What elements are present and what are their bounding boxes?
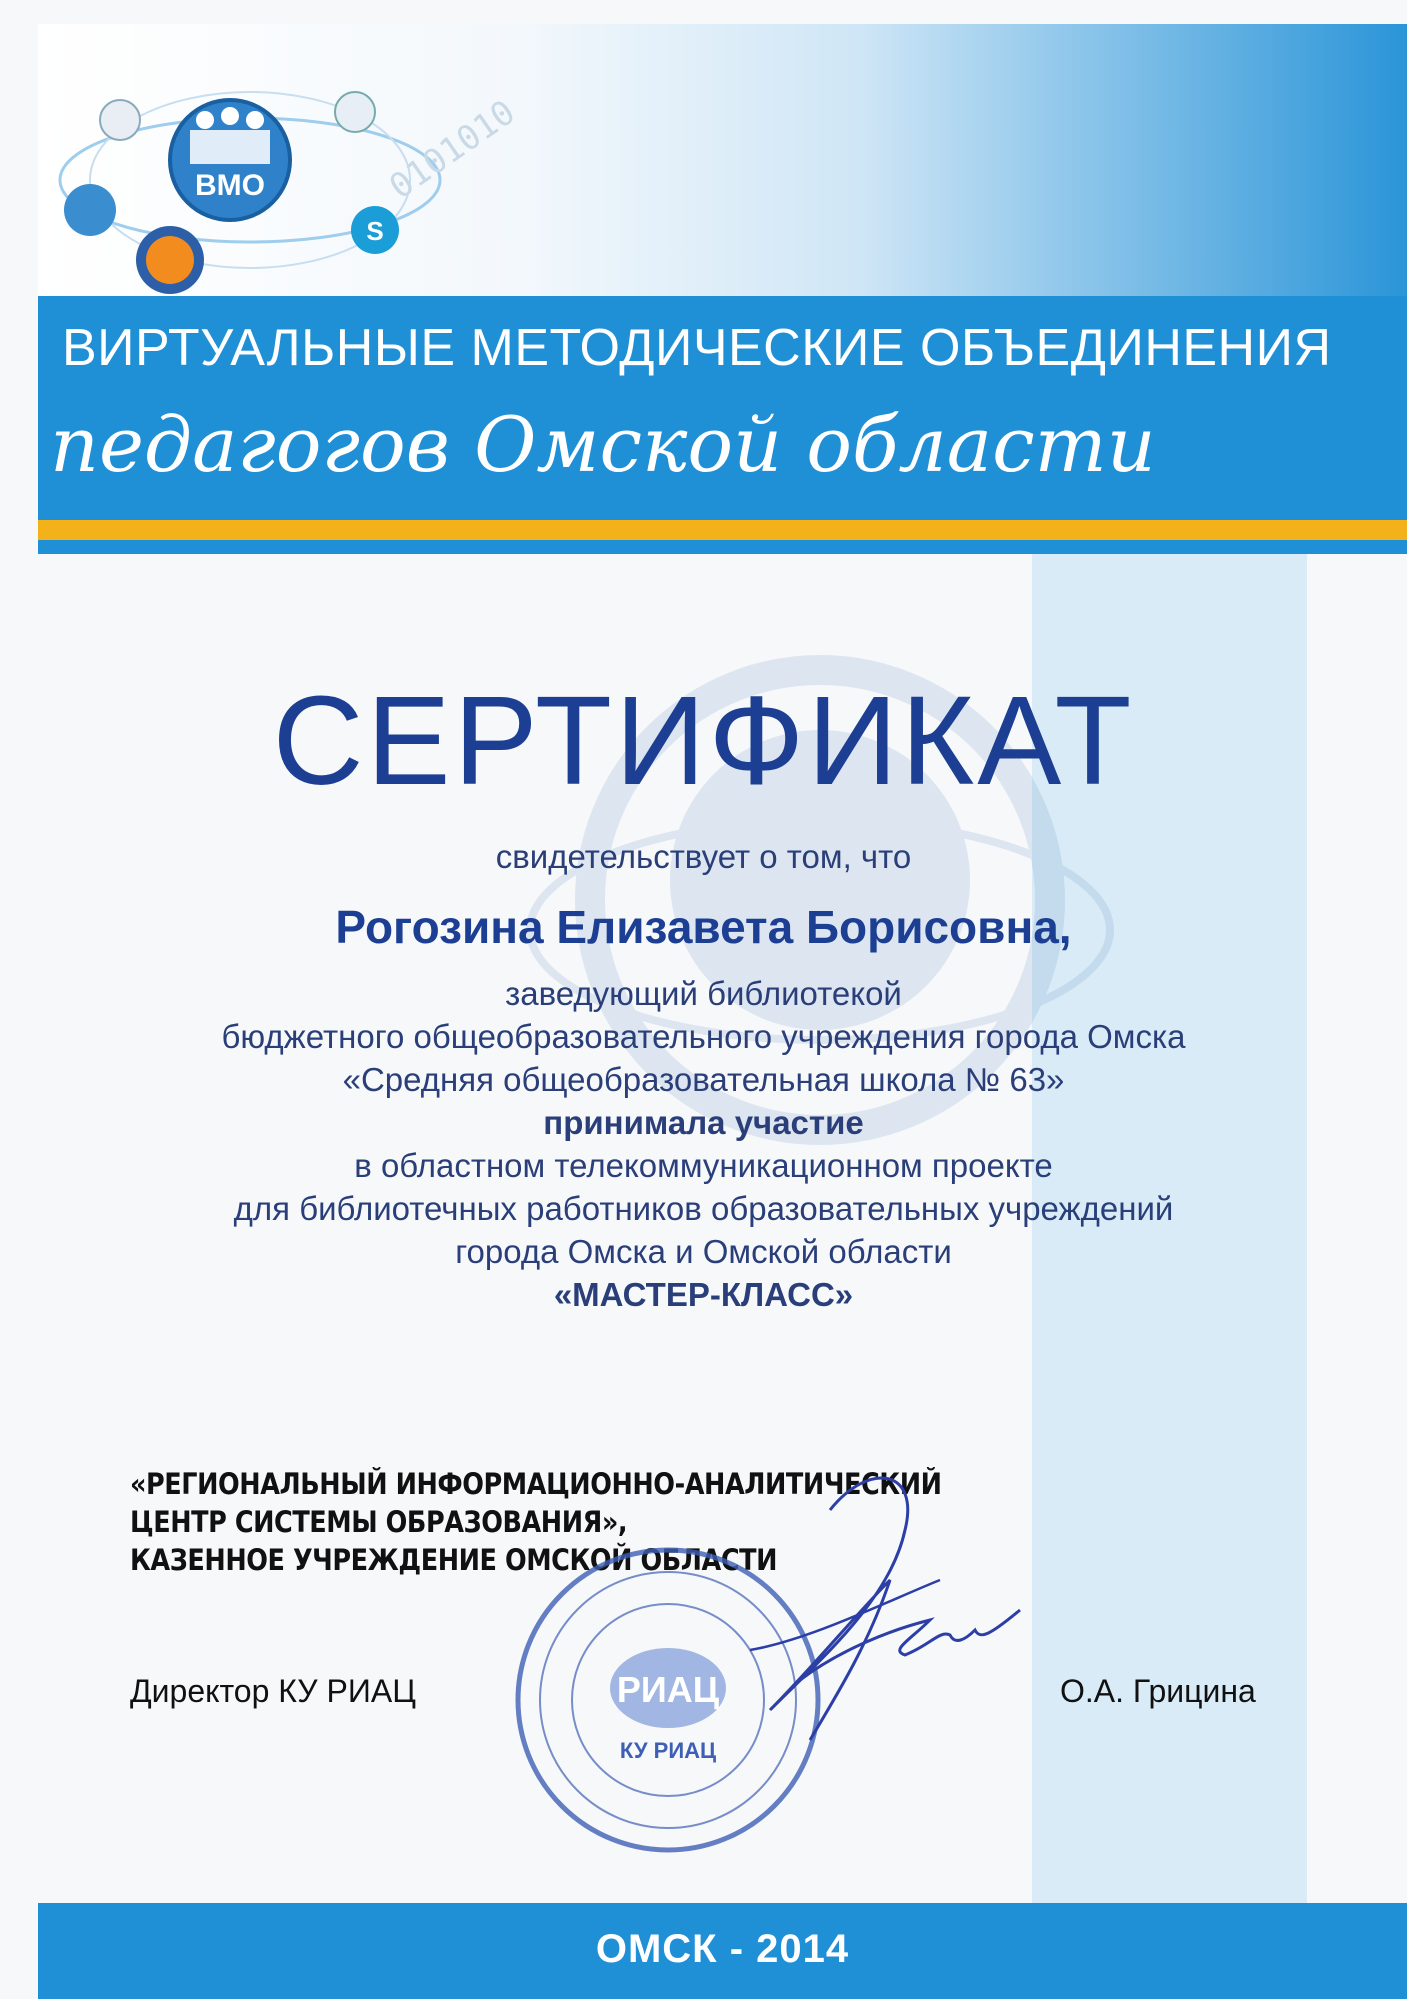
certificate-title: СЕРТИФИКАТ — [272, 670, 1135, 811]
audience-line: для библиотечных работников образовательных учреждений — [233, 1190, 1174, 1227]
blue-stripe — [38, 540, 1407, 554]
svg-text:S: S — [366, 216, 384, 246]
recipient-name: Рогозина Елизавета Борисовна, — [335, 901, 1072, 953]
stamp-center-text: РИАЦ — [616, 1669, 720, 1710]
director-position: Директор КУ РИАЦ — [130, 1673, 416, 1709]
header-script-subtitle: педагогов Омской области — [50, 400, 1156, 489]
organization-line: КАЗЕННОЕ УЧРЕЖДЕНИЕ ОМСКОЙ ОБЛАСТИ — [130, 1543, 778, 1577]
signer-name: О.А. Грицина — [1060, 1673, 1256, 1709]
yellow-stripe — [38, 520, 1407, 540]
stamp-sub-text: КУ РИАЦ — [619, 1738, 717, 1763]
organization-line: ЦЕНТР СИСТЕМЫ ОБРАЗОВАНИЯ», — [130, 1505, 628, 1539]
school-name: «Средняя общеобразовательная школа № 63» — [342, 1061, 1065, 1098]
project-line: в областном телекоммуникационном проекте — [354, 1147, 1053, 1184]
recipient-position: заведующий библиотекой — [505, 975, 902, 1012]
region-line: города Омска и Омской области — [455, 1233, 952, 1270]
footer-city-year: ОМСК - 2014 — [595, 1927, 850, 1971]
header-title: ВИРТУАЛЬНЫЕ МЕТОДИЧЕСКИЕ ОБЪЕДИНЕНИЯ — [62, 319, 1332, 377]
vmo-logo — [40, 50, 660, 310]
institution-line: бюджетного общеобразовательного учреждения города Омска — [221, 1018, 1186, 1055]
project-name: «МАСТЕР-КЛАСС» — [553, 1276, 854, 1313]
logo-text: ВМО — [195, 169, 265, 202]
footer-band — [38, 1903, 1407, 1999]
participation-statement: принимала участие — [543, 1104, 864, 1141]
certificate-intro: свидетельствует о том, что — [495, 838, 912, 875]
handwritten-signature — [690, 1450, 1050, 1750]
organization-line: «РЕГИОНАЛЬНЫЙ ИНФОРМАЦИОННО-АНАЛИТИЧЕСКИЙ — [130, 1467, 942, 1501]
svg-text:0101010: 0101010 — [382, 92, 523, 208]
